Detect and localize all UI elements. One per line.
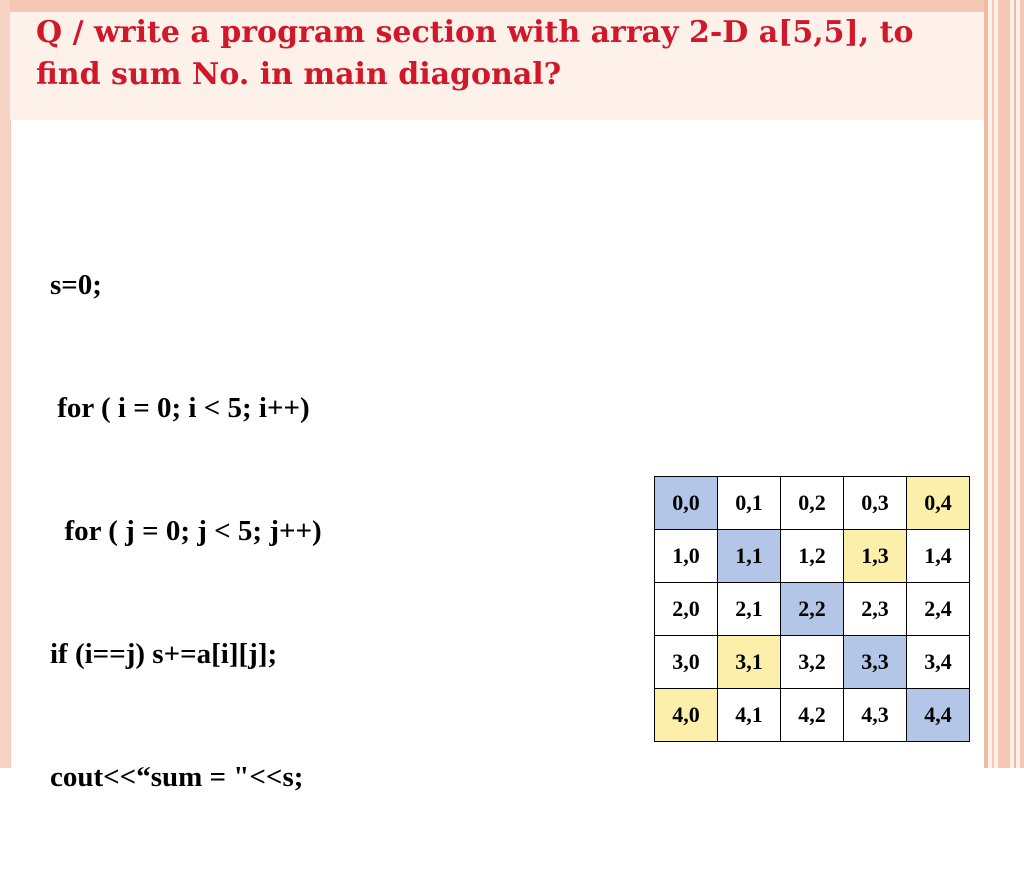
grid-row	[655, 477, 970, 530]
grid-row	[655, 530, 970, 583]
code-line: cout<<“sum = "<<s;	[50, 761, 304, 793]
grid-cell: 4,2	[781, 689, 844, 742]
grid-cell: 4,3	[844, 689, 907, 742]
code-block	[50, 183, 322, 880]
grid-cell: 1,3	[844, 530, 907, 583]
grid-cell: 4,4	[907, 689, 970, 742]
grid-row	[655, 583, 970, 636]
code-line: for ( j = 0; j < 5; j++)	[50, 515, 322, 547]
code-line: if (i==j) s+=a[i][j];	[50, 638, 278, 670]
grid-cell: 3,1	[718, 636, 781, 689]
index-grid-table	[654, 476, 970, 742]
grid-cell: 0,3	[844, 477, 907, 530]
grid-cell: 0,0	[655, 477, 718, 530]
grid-cell: 1,2	[781, 530, 844, 583]
code-line: for ( i = 0; i < 5; i++)	[50, 392, 310, 424]
grid-cell: 2,1	[718, 583, 781, 636]
grid-cell: 0,4	[907, 477, 970, 530]
grid-cell: 2,2	[781, 583, 844, 636]
code-line: s=0;	[50, 269, 102, 301]
stripe	[998, 0, 1010, 768]
grid-cell: 3,2	[781, 636, 844, 689]
grid-cell: 3,3	[844, 636, 907, 689]
grid-cell: 3,4	[907, 636, 970, 689]
slide-right-stripes	[984, 0, 1024, 768]
grid-cell: 2,3	[844, 583, 907, 636]
grid-cell: 2,0	[655, 583, 718, 636]
slide-title: Q / write a program section with array 2-D a[5,5], to find sum No. in main diagonal?	[36, 15, 914, 92]
slide-left-border	[0, 0, 10, 768]
grid-row	[655, 636, 970, 689]
grid-cell: 1,4	[907, 530, 970, 583]
stripe	[1014, 0, 1016, 768]
grid-cell: 3,0	[655, 636, 718, 689]
grid-cell: 1,0	[655, 530, 718, 583]
stripe	[1020, 0, 1024, 768]
grid-cell: 4,0	[655, 689, 718, 742]
grid-cell: 4,1	[718, 689, 781, 742]
stripe	[992, 0, 994, 768]
stripe	[984, 0, 988, 768]
grid-row	[655, 689, 970, 742]
grid-cell: 2,4	[907, 583, 970, 636]
grid-cell: 1,1	[718, 530, 781, 583]
grid-cell: 0,1	[718, 477, 781, 530]
grid-cell: 0,2	[781, 477, 844, 530]
